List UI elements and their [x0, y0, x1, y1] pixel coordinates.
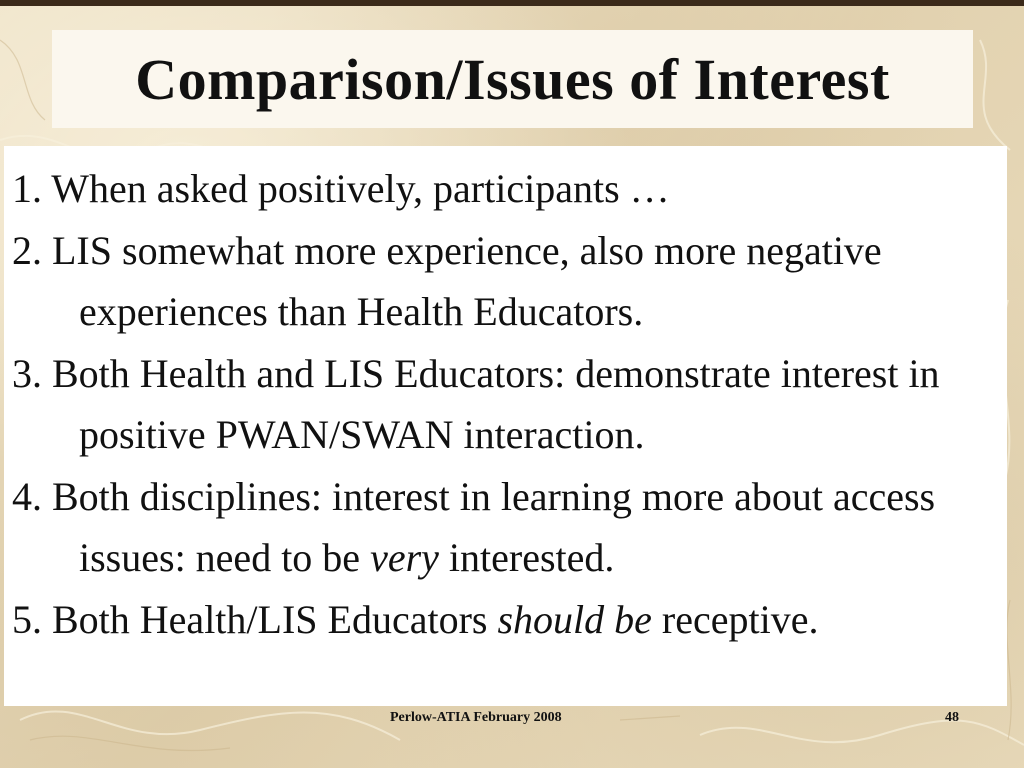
- item-number: 5.: [12, 596, 42, 642]
- list-item: [12, 220, 1007, 343]
- page-number: 48: [945, 710, 959, 725]
- title-box: [52, 30, 973, 128]
- findings-list: [4, 146, 1007, 650]
- item-text: Both disciplines: interest in learning more about access issues: need to be: [52, 473, 936, 580]
- item-emphasis: should be: [497, 596, 652, 642]
- item-number: 1.: [12, 166, 42, 211]
- slide-title: Comparison/Issues of Interest: [135, 46, 890, 112]
- item-text: Both Health/LIS Educators: [52, 596, 498, 642]
- list-item: [12, 466, 1007, 589]
- item-number: 4.: [12, 473, 42, 519]
- slide-footer: [0, 710, 1024, 734]
- item-text: LIS somewhat more experience, also more negative experiences than Health Educators.: [52, 227, 882, 334]
- footer-text: Perlow-ATIA February 2008: [390, 710, 562, 725]
- item-emphasis: very: [370, 535, 439, 580]
- item-number: 2.: [12, 227, 42, 273]
- item-number: 3.: [12, 350, 42, 396]
- list-item: [12, 158, 1007, 220]
- list-item: [12, 589, 1007, 651]
- item-text-end: receptive.: [651, 596, 819, 642]
- item-text: When asked positively, participants …: [51, 166, 670, 211]
- content-box: [4, 146, 1007, 706]
- list-item: [12, 343, 1007, 466]
- item-text: Both Health and LIS Educators: demonstrate interest in positive PWAN/SWAN interaction.: [52, 350, 940, 457]
- item-text-end: interested.: [438, 535, 615, 580]
